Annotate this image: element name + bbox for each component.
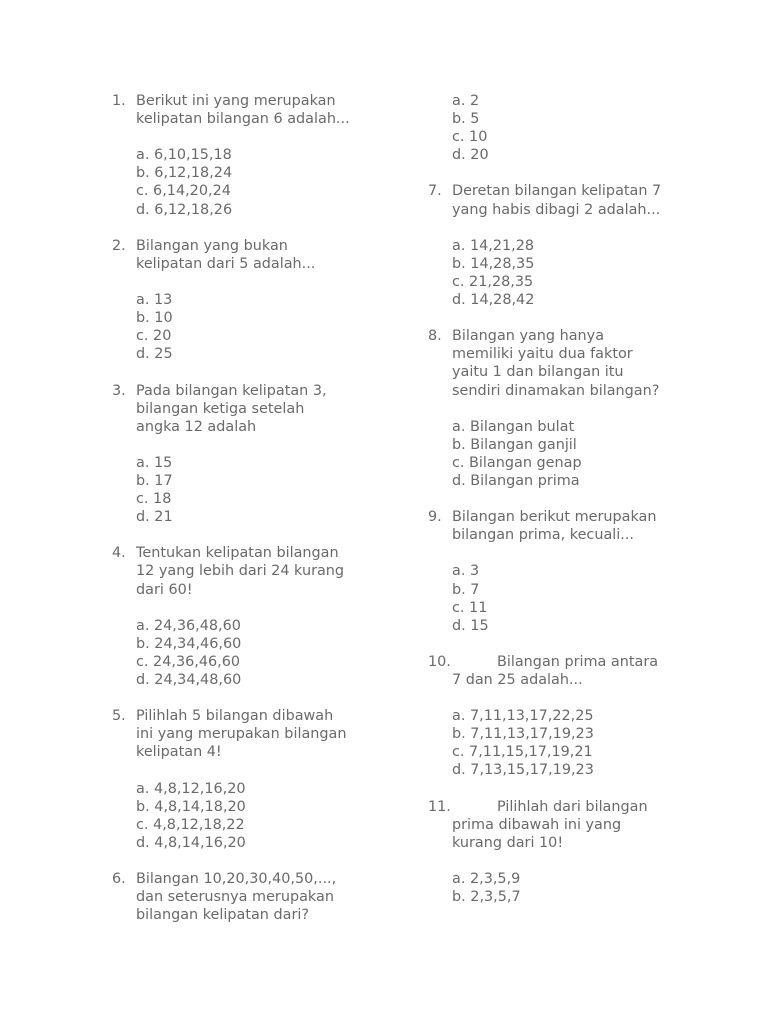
option-a: a. 3	[452, 563, 480, 580]
question-stem: Berikut ini yang merupakan kelipatan bilangan 6 adalah...	[136, 93, 350, 128]
option-d: d. 20	[452, 147, 489, 164]
question-number: 10.	[428, 653, 451, 670]
question-number: 9.	[428, 509, 442, 526]
option-c: c. 24,36,46,60	[136, 653, 241, 670]
question-body	[136, 544, 412, 689]
question-stem: Tentukan kelipatan bilangan 12 yang lebih dari 24 kurang dari 60!	[136, 545, 345, 598]
question-number: 1.	[112, 93, 126, 109]
option-list	[136, 291, 412, 363]
option-b: b. 2,3,5,7	[452, 889, 521, 906]
question-body	[136, 707, 412, 852]
option-b: b. 6,12,18,24	[136, 165, 233, 182]
question-stem-rest: 7 dan 25 adalah...	[452, 672, 583, 688]
option-list	[452, 92, 728, 164]
option-a: a. 6,10,15,18	[136, 147, 232, 164]
question-stem: Pada bilangan kelipatan 3, bilangan ketiga setelah angka 12 adalah	[136, 382, 327, 435]
question-11	[428, 798, 728, 907]
option-b: b. Bilangan ganjil	[452, 436, 577, 453]
question-body	[452, 327, 728, 490]
option-b: b. 5	[452, 111, 480, 128]
option-a: a. 15	[136, 454, 173, 471]
option-list	[136, 617, 412, 689]
question-6-options	[428, 92, 728, 164]
option-c: c. 4,8,12,18,22	[136, 816, 245, 833]
option-a: a. 24,36,48,60	[136, 617, 241, 634]
option-c: c. 10	[452, 129, 488, 146]
question-body	[452, 508, 728, 635]
option-c: c. Bilangan genap	[452, 454, 582, 471]
question-number: 11.	[428, 798, 451, 815]
question-number: 5.	[112, 708, 126, 725]
question-number: 2.	[112, 237, 126, 254]
question-number: 6.	[112, 871, 126, 888]
option-d: d. 14,28,42	[452, 292, 535, 309]
option-a: a. 14,21,28	[452, 237, 535, 254]
question-body	[452, 798, 728, 907]
question-stem: Pilihlah 5 bilangan dibawah ini yang merupakan bilangan kelipatan 4!	[136, 708, 347, 761]
option-c: c. 6,14,20,24	[136, 183, 231, 200]
option-d: d. 24,34,48,60	[136, 672, 242, 688]
question-3	[112, 382, 412, 527]
question-7	[428, 182, 728, 309]
option-list	[136, 454, 412, 526]
question-8	[428, 327, 728, 490]
option-b: b. 4,8,14,18,20	[136, 798, 246, 815]
option-a: a. Bilangan bulat	[452, 418, 575, 435]
question-stem	[452, 653, 728, 689]
option-d: d. 4,8,14,16,20	[136, 834, 246, 851]
question-body	[136, 870, 412, 924]
option-list	[452, 418, 728, 490]
option-b: b. 14,28,35	[452, 255, 535, 272]
question-9	[428, 508, 728, 635]
option-b: b. 24,34,46,60	[136, 635, 242, 652]
option-list	[452, 707, 728, 779]
option-list	[136, 146, 412, 218]
option-d: d. Bilangan prima	[452, 472, 580, 489]
option-c: c. 7,11,15,17,19,21	[452, 744, 593, 761]
question-4	[112, 544, 412, 689]
option-list	[136, 780, 412, 852]
question-1	[112, 92, 412, 219]
question-10	[428, 653, 728, 780]
option-d: d. 15	[452, 617, 489, 634]
option-a: a. 13	[136, 292, 173, 309]
option-list	[452, 870, 728, 906]
option-a: a. 7,11,13,17,22,25	[452, 708, 594, 725]
question-stem: Bilangan 10,20,30,40,50,..., dan seterusnya merupakan bilangan kelipatan dari?	[136, 871, 337, 924]
question-stem	[452, 798, 728, 852]
option-a: a. 2	[452, 93, 480, 109]
right-column	[428, 92, 728, 906]
question-5	[112, 707, 412, 852]
option-list	[452, 562, 728, 634]
question-number: 7.	[428, 183, 442, 200]
option-b: b. 7,11,13,17,19,23	[452, 726, 594, 743]
option-b: b. 7	[452, 581, 480, 598]
question-stem-first-line: Pilihlah dari bilangan	[497, 798, 648, 815]
question-2	[112, 237, 412, 364]
question-body	[452, 182, 728, 309]
option-d: d. 25	[136, 346, 173, 363]
option-c: c. 18	[136, 491, 172, 508]
question-stem-rest: prima dibawah ini yang kurang dari 10!	[452, 816, 622, 851]
question-body	[136, 92, 412, 219]
question-number: 3.	[112, 382, 126, 399]
option-b: b. 17	[136, 472, 173, 489]
question-stem: Bilangan yang bukan kelipatan dari 5 adalah...	[136, 237, 316, 272]
option-c: c. 11	[452, 599, 488, 616]
option-a: a. 4,8,12,16,20	[136, 780, 246, 797]
option-a: a. 2,3,5,9	[452, 871, 521, 888]
question-stem: Bilangan yang hanya memiliki yaitu dua faktor yaitu 1 dan bilangan itu sendiri dinamakan bilangan?	[452, 328, 660, 399]
question-number: 4.	[112, 545, 126, 562]
question-number: 8.	[428, 328, 442, 345]
question-6	[112, 870, 412, 924]
question-stem: Deretan bilangan kelipatan 7 yang habis dibagi 2 adalah...	[452, 183, 662, 218]
option-d: d. 7,13,15,17,19,23	[452, 762, 594, 779]
option-d: d. 21	[136, 509, 173, 526]
option-b: b. 10	[136, 310, 173, 327]
question-body	[136, 382, 412, 527]
left-column	[112, 92, 412, 924]
question-stem-first-line: Bilangan prima antara	[497, 653, 659, 670]
question-body	[452, 653, 728, 780]
option-list	[452, 237, 728, 309]
question-stem: Bilangan berikut merupakan bilangan prima, kecuali...	[452, 509, 657, 544]
option-c: c. 21,28,35	[452, 273, 534, 290]
option-c: c. 20	[136, 328, 172, 345]
question-body	[136, 237, 412, 364]
option-d: d. 6,12,18,26	[136, 201, 233, 218]
